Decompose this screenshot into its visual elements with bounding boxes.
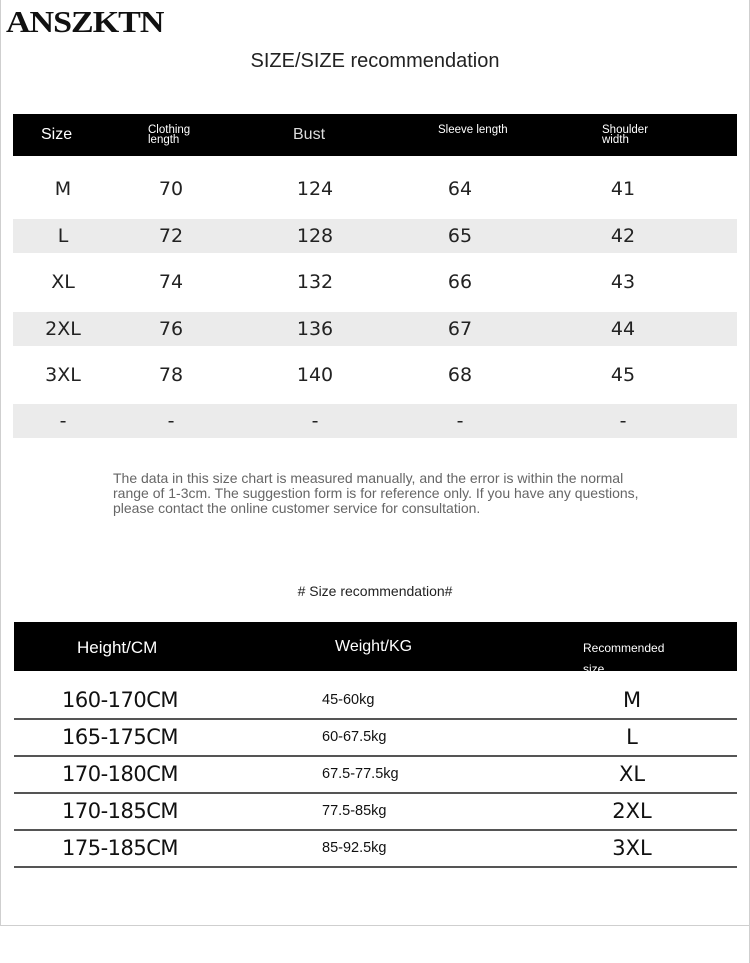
cell-shoulder-width: 45 (610, 364, 636, 386)
table-row (14, 793, 737, 831)
cell-size: M (54, 178, 72, 200)
table-row (13, 219, 737, 253)
cell-sleeve-length: 64 (447, 178, 473, 200)
table-row (13, 358, 737, 392)
header-recommended-size: Recommended size (583, 641, 665, 676)
cell-height: 170-185CM (62, 799, 179, 823)
cell-recommended-size: M (622, 688, 642, 712)
cell-size: 3XL (45, 364, 81, 386)
cell-height: 175-185CM (62, 836, 179, 860)
cell-sleeve-length: 65 (447, 225, 473, 247)
cell-height: 165-175CM (62, 725, 179, 749)
cell-bust: 132 (296, 271, 334, 293)
table-row (13, 312, 737, 346)
recommendation-table-header (14, 622, 737, 676)
cell-size: XL (51, 271, 75, 293)
cell-clothing-length: 74 (158, 271, 184, 293)
table-row (14, 830, 737, 868)
cell-clothing-length: 70 (158, 178, 184, 200)
cell-bust: - (311, 410, 319, 432)
header-height: Height/CM (77, 638, 158, 657)
cell-recommended-size: 3XL (612, 836, 652, 860)
measurement-note: The data in this size chart is measured manually, and the error is within the normal range of 1-3cm. The suggestion form is for reference only. If you have any questions, please contact the online customer service for consultation. (113, 470, 639, 516)
cell-bust: 140 (296, 364, 334, 386)
table-row (13, 265, 737, 299)
cell-sleeve-length: 66 (447, 271, 473, 293)
cell-size: 2XL (45, 318, 81, 340)
cell-sleeve-length: 67 (447, 318, 473, 340)
header-bust: Bust (293, 126, 326, 143)
header-sleeve-length: Sleeve length (438, 124, 508, 136)
cell-weight: 85-92.5kg (322, 840, 387, 856)
cell-shoulder-width: 42 (610, 225, 636, 247)
cell-size: - (59, 410, 67, 432)
table-row (14, 719, 737, 757)
header-size: Size (41, 126, 73, 143)
cell-sleeve-length: 68 (447, 364, 473, 386)
table-row (14, 682, 737, 720)
cell-shoulder-width: 41 (610, 178, 636, 200)
cell-clothing-length: 78 (158, 364, 184, 386)
frame-left-border (0, 0, 1, 925)
cell-clothing-length: 76 (158, 318, 184, 340)
cell-recommended-size: L (626, 725, 638, 749)
cell-height: 170-180CM (62, 762, 179, 786)
table-row (13, 172, 737, 206)
cell-shoulder-width: - (619, 410, 627, 432)
cell-shoulder-width: 44 (610, 318, 636, 340)
brand-logo: ANSZKTN (6, 6, 164, 40)
cell-recommended-size: 2XL (612, 799, 652, 823)
header-weight: Weight/KG (335, 638, 413, 655)
page-title: SIZE/SIZE recommendation (250, 50, 500, 72)
frame-bottom-border (0, 925, 750, 926)
cell-recommended-size: XL (618, 762, 646, 786)
cell-clothing-length: - (167, 410, 175, 432)
recommendation-title: # Size recommendation# (297, 583, 453, 599)
table-row (14, 756, 737, 794)
cell-shoulder-width: 43 (610, 271, 636, 293)
header-shoulder-width: Shoulder width (602, 124, 649, 146)
cell-weight: 60-67.5kg (322, 729, 387, 745)
cell-bust: 136 (296, 318, 334, 340)
cell-size: L (57, 225, 69, 247)
cell-sleeve-length: - (456, 410, 464, 432)
cell-weight: 67.5-77.5kg (322, 766, 399, 782)
cell-height: 160-170CM (62, 688, 179, 712)
table-row (13, 404, 737, 438)
cell-bust: 128 (296, 225, 334, 247)
cell-weight: 45-60kg (322, 692, 375, 708)
cell-clothing-length: 72 (158, 225, 184, 247)
cell-weight: 77.5-85kg (322, 803, 387, 819)
cell-bust: 124 (296, 178, 334, 200)
header-clothing-length: Clothing length (148, 124, 191, 146)
size-table-header (13, 114, 737, 156)
